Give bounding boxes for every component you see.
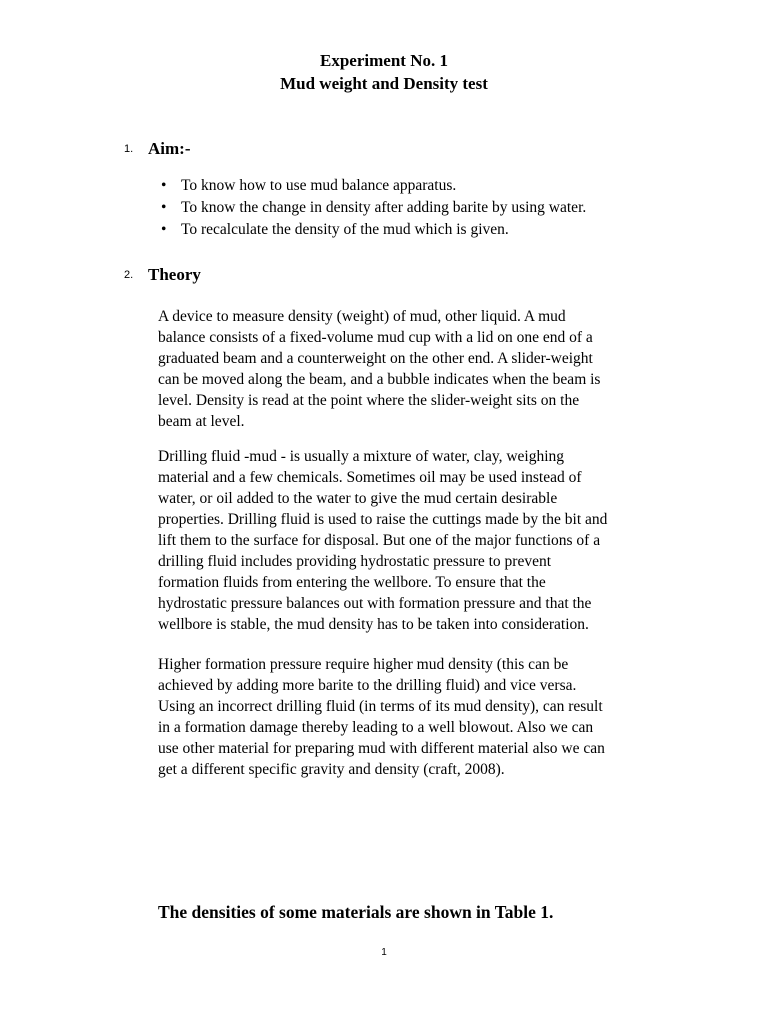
page-subtitle: Mud weight and Density test — [280, 74, 488, 93]
theory-section-number: 2. — [124, 269, 134, 282]
theory-paragraph-formation-pressure: Higher formation pressure require higher mud density (this can be achieved by adding more barite to the drilling fluid) and vice versa. Using an incorrect drilling fluid (in terms of its mud density), can result in a formation damage thereby leading to a well blowout. Also we can use other material for preparing mud with different material also we can get a different specific gravity and density (craft, 2008). — [158, 656, 605, 778]
bullet-icon: • — [161, 177, 167, 194]
table-caption: The densities of some materials are shown in Table 1. — [158, 902, 554, 922]
theory-paragraph-drilling-fluid: Drilling fluid -mud - is usually a mixture of water, clay, weighing material and a few chemicals. Sometimes oil may be used instead of water, or oil added to the water to give the mud certain desirable properties. Drilling fluid is used to raise the cuttings made by the bit and lift them to the surface for disposal. But one of the major functions of a drilling fluid includes providing hydrostatic pressure to prevent formation fluids from entering the wellbore. To ensure that the hydrostatic pressure balances out with formation pressure and that the wellbore is stable, the mud density has to be taken into consideration. — [158, 448, 608, 633]
aim-section-number: 1. — [124, 143, 134, 156]
list-item — [158, 175, 586, 197]
aim-section-title: Aim:- — [148, 139, 191, 159]
bullet-icon: • — [161, 221, 167, 238]
list-item — [158, 197, 586, 219]
bullet-text: To know the change in density after adding barite by using water. — [181, 199, 587, 216]
bullet-text: To know how to use mud balance apparatus. — [181, 177, 457, 194]
page-title: Experiment No. 1 — [320, 51, 448, 70]
bullet-icon: • — [161, 199, 167, 216]
aim-section-heading — [124, 137, 190, 160]
theory-section-title: Theory — [148, 265, 201, 285]
page-number: 1 — [381, 947, 387, 958]
bullet-text: To recalculate the density of the mud which is given. — [181, 221, 509, 238]
list-item — [158, 219, 586, 241]
theory-paragraph-mud-balance: A device to measure density (weight) of mud, other liquid. A mud balance consists of a fixed-volume mud cup with a lid on one end of a graduated beam and a counterweight on the other end. A slider-weight can be moved along the beam, and a bubble indicates when the beam is level. Density is read at the point where the slider-weight sits on the beam at level. — [158, 308, 601, 430]
aim-bullet-list — [158, 175, 586, 241]
theory-section-heading — [124, 263, 201, 286]
